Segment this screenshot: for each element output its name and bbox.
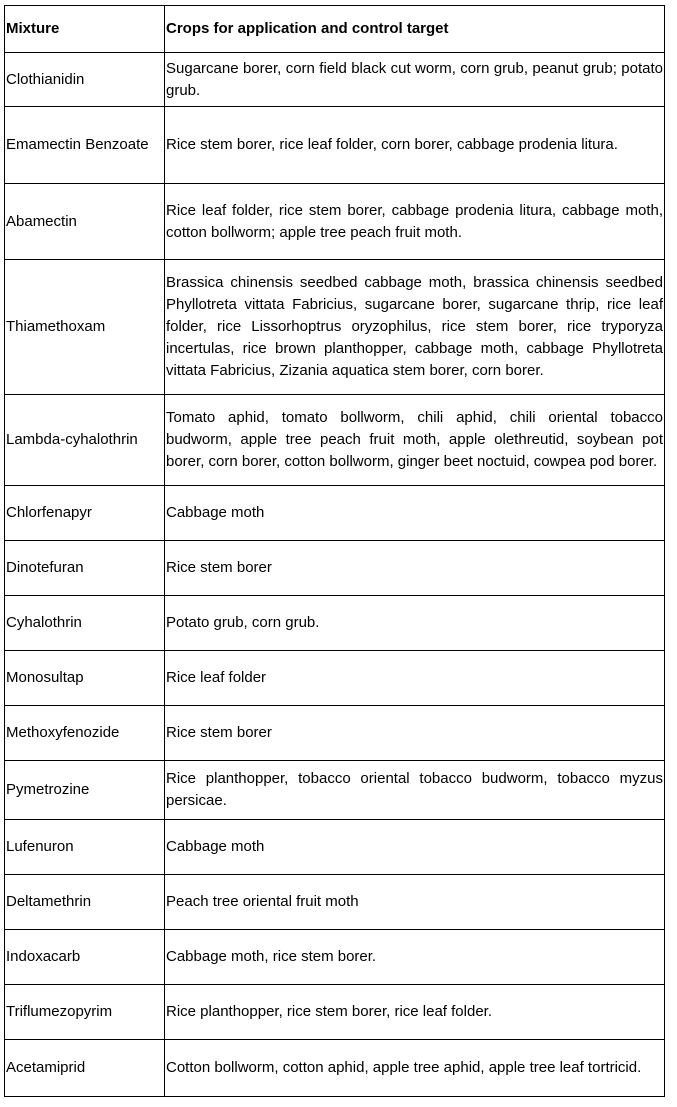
table-row bbox=[5, 1040, 665, 1097]
mixture-cell: Monosultap bbox=[5, 651, 165, 706]
mixture-cell: Thiamethoxam bbox=[5, 260, 165, 395]
crops-cell: Cabbage moth bbox=[165, 820, 665, 875]
crops-cell: Potato grub, corn grub. bbox=[165, 596, 665, 651]
table-row bbox=[5, 184, 665, 260]
table-row bbox=[5, 486, 665, 541]
crops-cell: Rice leaf folder, rice stem borer, cabbage prodenia litura, cabbage moth, cotton bollworm; apple tree peach fruit moth. bbox=[165, 184, 665, 260]
crops-cell: Cotton bollworm, cotton aphid, apple tree aphid, apple tree leaf tortricid. bbox=[165, 1040, 665, 1097]
table-row bbox=[5, 706, 665, 761]
mixture-cell: Deltamethrin bbox=[5, 875, 165, 930]
table-row bbox=[5, 761, 665, 820]
crops-cell: Rice planthopper, tobacco oriental tobacco budworm, tobacco myzus persicae. bbox=[165, 761, 665, 820]
crops-cell: Rice stem borer, rice leaf folder, corn borer, cabbage prodenia litura. bbox=[165, 107, 665, 184]
mixture-cell: Cyhalothrin bbox=[5, 596, 165, 651]
mixture-cell: Clothianidin bbox=[5, 53, 165, 107]
crops-cell: Brassica chinensis seedbed cabbage moth, brassica chinensis seedbed Phyllotreta vittata Fabricius, sugarcane borer, sugarcane thrip, rice leaf folder, rice Lissorhoptrus oryzophilus, rice stem borer, rice tryporyza incertulas, rice brown planthopper, cabbage moth, cabbage Phyllotreta vittata Fabricius, Zizania aquatica stem borer, corn borer. bbox=[165, 260, 665, 395]
mixture-cell: Triflumezopyrim bbox=[5, 985, 165, 1040]
mixture-cell: Emamectin Benzoate bbox=[5, 107, 165, 184]
crops-cell: Rice planthopper, rice stem borer, rice leaf folder. bbox=[165, 985, 665, 1040]
crops-cell: Cabbage moth, rice stem borer. bbox=[165, 930, 665, 985]
table-row bbox=[5, 875, 665, 930]
crops-cell: Cabbage moth bbox=[165, 486, 665, 541]
table-row bbox=[5, 541, 665, 596]
crops-cell: Rice stem borer bbox=[165, 541, 665, 596]
mixture-cell: Acetamiprid bbox=[5, 1040, 165, 1097]
crops-cell: Tomato aphid, tomato bollworm, chili aphid, chili oriental tobacco budworm, apple tree peach fruit moth, apple olethreutid, soybean pot borer, corn borer, cotton bollworm, ginger beet noctuid, cowpea pod borer. bbox=[165, 395, 665, 486]
mixture-table bbox=[4, 5, 665, 1097]
header-mixture: Mixture bbox=[5, 6, 165, 53]
mixture-cell: Methoxyfenozide bbox=[5, 706, 165, 761]
mixture-cell: Lufenuron bbox=[5, 820, 165, 875]
table-row bbox=[5, 53, 665, 107]
mixture-cell: Abamectin bbox=[5, 184, 165, 260]
table-container bbox=[4, 5, 665, 1097]
mixture-cell: Chlorfenapyr bbox=[5, 486, 165, 541]
table-row bbox=[5, 596, 665, 651]
table-row bbox=[5, 820, 665, 875]
header-crops: Crops for application and control target bbox=[165, 6, 665, 53]
table-row bbox=[5, 930, 665, 985]
crops-cell: Sugarcane borer, corn field black cut worm, corn grub, peanut grub; potato grub. bbox=[165, 53, 665, 107]
mixture-cell: Dinotefuran bbox=[5, 541, 165, 596]
mixture-cell: Lambda-cyhalothrin bbox=[5, 395, 165, 486]
table-row bbox=[5, 395, 665, 486]
crops-cell: Rice stem borer bbox=[165, 706, 665, 761]
crops-cell: Rice leaf folder bbox=[165, 651, 665, 706]
table-row bbox=[5, 107, 665, 184]
table-row bbox=[5, 260, 665, 395]
table-row bbox=[5, 985, 665, 1040]
header-row bbox=[5, 6, 665, 53]
table-row bbox=[5, 651, 665, 706]
mixture-cell: Pymetrozine bbox=[5, 761, 165, 820]
mixture-cell: Indoxacarb bbox=[5, 930, 165, 985]
crops-cell: Peach tree oriental fruit moth bbox=[165, 875, 665, 930]
